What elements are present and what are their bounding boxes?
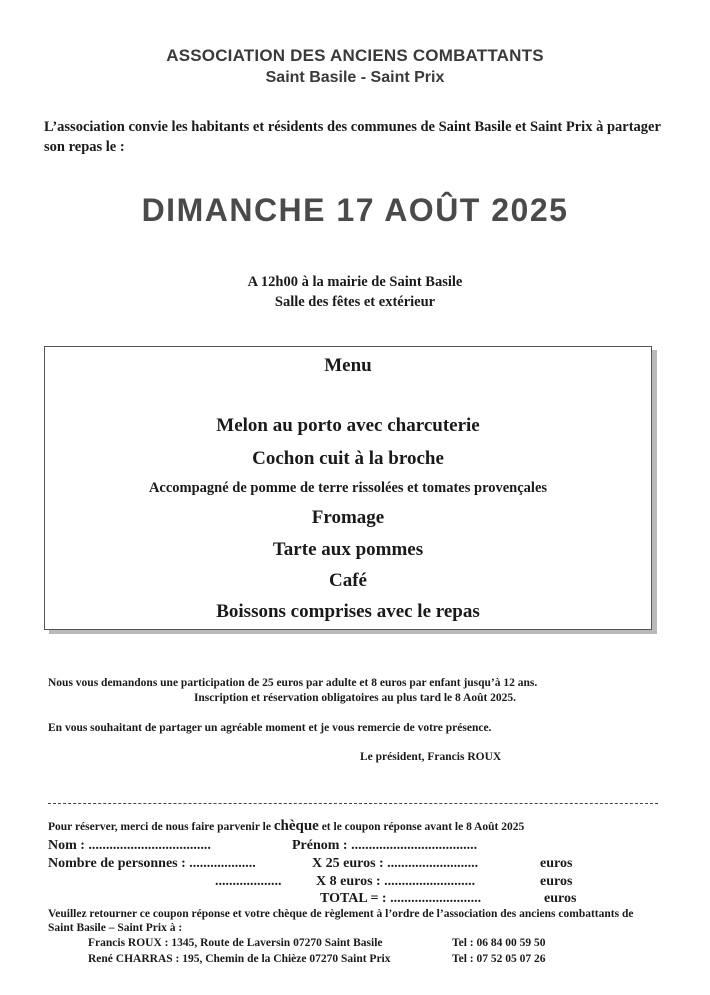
venue-time-line: A 12h00 à la mairie de Saint Basile bbox=[247, 274, 463, 290]
menu-item: Accompagné de pomme de terre rissolées et tomates provençales bbox=[148, 480, 548, 496]
registration-text: Inscription et réservation obligatoires au plus tard le 8 Août 2025. bbox=[193, 692, 517, 704]
event-date-heading: DIMANCHE 17 AOÛT 2025 bbox=[141, 192, 569, 228]
menu-item: Cochon cuit à la broche bbox=[252, 448, 444, 469]
reserve-text-before: Pour réserver, merci de nous faire parvenir le bbox=[48, 821, 274, 833]
coupon-cut-line bbox=[48, 803, 658, 804]
menu-item: Tarte aux pommes bbox=[272, 539, 424, 560]
nom-field[interactable]: Nom : ................................... bbox=[48, 838, 211, 853]
reserve-text-after: et le coupon réponse avant le 8 Août 2025 bbox=[318, 821, 525, 833]
president-signature: Le président, Francis ROUX bbox=[360, 751, 502, 763]
prenom-field[interactable]: Prénom : .................................... bbox=[292, 838, 478, 853]
euros-label: euros bbox=[540, 856, 573, 871]
euros-label: euros bbox=[544, 891, 577, 906]
nombre-personnes-field[interactable]: Nombre de personnes : ................... bbox=[48, 856, 256, 871]
invitation-text: L’association convie les habitants et résidents des communes de Saint Basile et Saint Prix à partager son repas le : bbox=[44, 119, 661, 155]
contact-address: René CHARRAS : 195, Chemin de la Chièze 07270 Saint Prix bbox=[88, 953, 391, 965]
child-count-field[interactable]: ................... bbox=[215, 874, 282, 889]
reservation-instructions bbox=[48, 818, 668, 835]
contact-phone: Tel : 06 84 00 59 50 bbox=[452, 937, 546, 949]
venue-room-line: Salle des fêtes et extérieur bbox=[274, 294, 436, 310]
child-amount-field[interactable]: X 8 euros : .......................... bbox=[316, 874, 476, 889]
menu-title: Menu bbox=[324, 355, 372, 376]
menu-item: Melon au porto avec charcuterie bbox=[216, 415, 480, 436]
menu-item: Café bbox=[329, 570, 367, 591]
menu-box bbox=[44, 346, 652, 630]
return-instructions: Veuillez retourner ce coupon réponse et votre chèque de règlement à l’ordre de l’association des anciens combattants de Saint Basile – Saint Prix à : bbox=[48, 908, 634, 934]
wish-text: En vous souhaitant de partager un agréable moment et je vous remercie de votre présence. bbox=[48, 722, 492, 734]
association-title: ASSOCIATION DES ANCIENS COMBATTANTS bbox=[166, 46, 544, 65]
participation-text: Nous vous demandons une participation de 25 euros par adulte et 8 euros par enfant jusqu’à 12 ans. bbox=[48, 677, 538, 689]
adult-amount-field[interactable]: X 25 euros : .......................... bbox=[312, 856, 479, 871]
reserve-text-cheque: chèque bbox=[273, 818, 319, 834]
contact-address: Francis ROUX : 1345, Route de Laversin 07270 Saint Basile bbox=[88, 937, 383, 949]
menu-item: Fromage bbox=[311, 507, 385, 528]
total-field[interactable]: TOTAL = : .......................... bbox=[320, 891, 482, 906]
contact-phone: Tel : 07 52 05 07 26 bbox=[452, 953, 546, 965]
euros-label: euros bbox=[540, 874, 573, 889]
menu-item: Boissons comprises avec le repas bbox=[216, 601, 480, 622]
association-subtitle: Saint Basile - Saint Prix bbox=[265, 69, 445, 86]
